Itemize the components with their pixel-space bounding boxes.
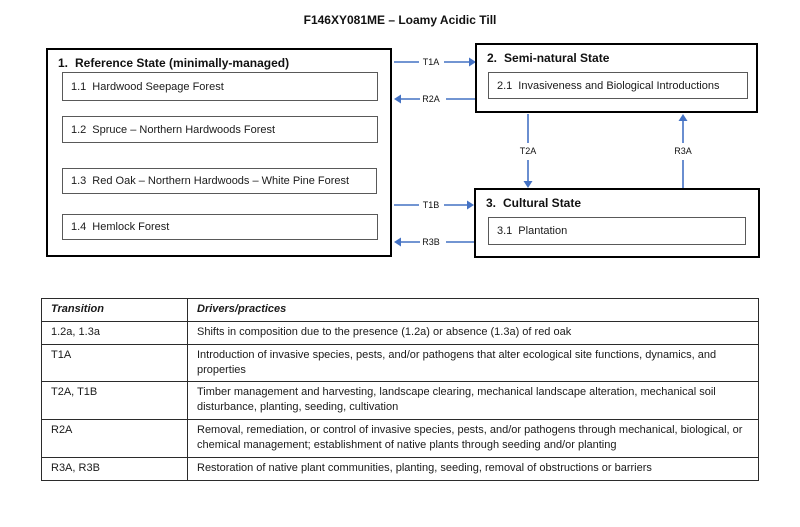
community-box-1-4 bbox=[62, 214, 378, 240]
transitions-table bbox=[41, 298, 759, 481]
table-row bbox=[42, 457, 759, 480]
transition-cell: 1.2a, 1.3a bbox=[42, 321, 188, 344]
drivers-cell: Shifts in composition due to the presence (1.2a) or absence (1.3a) of red oak bbox=[188, 321, 759, 344]
transition-cell: R3A, R3B bbox=[42, 457, 188, 480]
drivers-cell: Introduction of invasive species, pests, and/or pathogens that alter ecological site functions, dynamics, and properties bbox=[188, 344, 759, 382]
state-number: 3. bbox=[486, 196, 497, 210]
page-title: F146XY081ME – Loamy Acidic Till bbox=[303, 13, 497, 27]
community-name: Invasiveness and Biological Introductions bbox=[518, 79, 720, 92]
table-row bbox=[42, 344, 759, 382]
community-name: Hemlock Forest bbox=[92, 221, 170, 233]
community-number: 3.1 bbox=[497, 225, 513, 237]
table-row bbox=[42, 382, 759, 420]
state-box-cultural bbox=[474, 188, 760, 258]
state-heading-semi-natural bbox=[487, 51, 609, 65]
state-heading-reference bbox=[58, 56, 289, 70]
community-number: 1.4 bbox=[71, 221, 87, 233]
community-box-2-1 bbox=[488, 72, 748, 99]
community-number: 1.3 bbox=[71, 175, 87, 187]
drivers-cell: Restoration of native plant communities, planting, seeding, removal of obstructions or barriers bbox=[188, 457, 759, 480]
transition-label-t2a: T2A bbox=[519, 146, 537, 156]
transition-label-t1b: T1B bbox=[422, 200, 440, 210]
community-name: Plantation bbox=[518, 225, 568, 237]
state-number: 1. bbox=[58, 56, 69, 70]
state-name: Semi-natural State bbox=[504, 51, 610, 65]
state-name: Reference State (minimally-managed) bbox=[75, 56, 290, 70]
community-name: Hardwood Seepage Forest bbox=[92, 80, 224, 93]
state-box-semi-natural bbox=[475, 43, 758, 113]
state-number: 2. bbox=[487, 51, 498, 65]
community-box-1-1 bbox=[62, 72, 378, 101]
column-header-drivers: Drivers/practices bbox=[188, 299, 759, 322]
transition-label-t1a: T1A bbox=[422, 57, 440, 67]
table-row bbox=[42, 321, 759, 344]
community-box-3-1 bbox=[488, 217, 746, 245]
community-number: 1.1 bbox=[71, 80, 87, 93]
state-box-reference bbox=[46, 48, 392, 257]
community-number: 1.2 bbox=[71, 123, 87, 136]
transition-cell: R2A bbox=[42, 420, 188, 458]
drivers-cell: Removal, remediation, or control of invasive species, pests, and/or pathogens through mechanical, biological, or chemical management; establishment of native plants through seeding and/or planting bbox=[188, 420, 759, 458]
community-number: 2.1 bbox=[497, 79, 513, 92]
community-box-1-2 bbox=[62, 116, 378, 143]
transition-label-r3a: R3A bbox=[674, 146, 692, 156]
transition-label-r3b: R3B bbox=[422, 237, 440, 247]
transition-cell: T2A, T1B bbox=[42, 382, 188, 420]
state-name: Cultural State bbox=[503, 196, 582, 210]
table-header-row bbox=[42, 299, 759, 322]
community-name: Red Oak – Northern Hardwoods – White Pine Forest bbox=[92, 175, 350, 187]
column-header-transition: Transition bbox=[42, 299, 188, 322]
community-box-1-3 bbox=[62, 168, 377, 194]
transition-label-r2a: R2A bbox=[422, 94, 440, 104]
transition-cell: T1A bbox=[42, 344, 188, 382]
table-row bbox=[42, 420, 759, 458]
community-name: Spruce – Northern Hardwoods Forest bbox=[92, 123, 276, 136]
drivers-cell: Timber management and harvesting, landscape clearing, mechanical landscape alteration, mechanical soil disturbance, planting, seeding, cultivation bbox=[188, 382, 759, 420]
state-heading-cultural bbox=[486, 196, 581, 210]
